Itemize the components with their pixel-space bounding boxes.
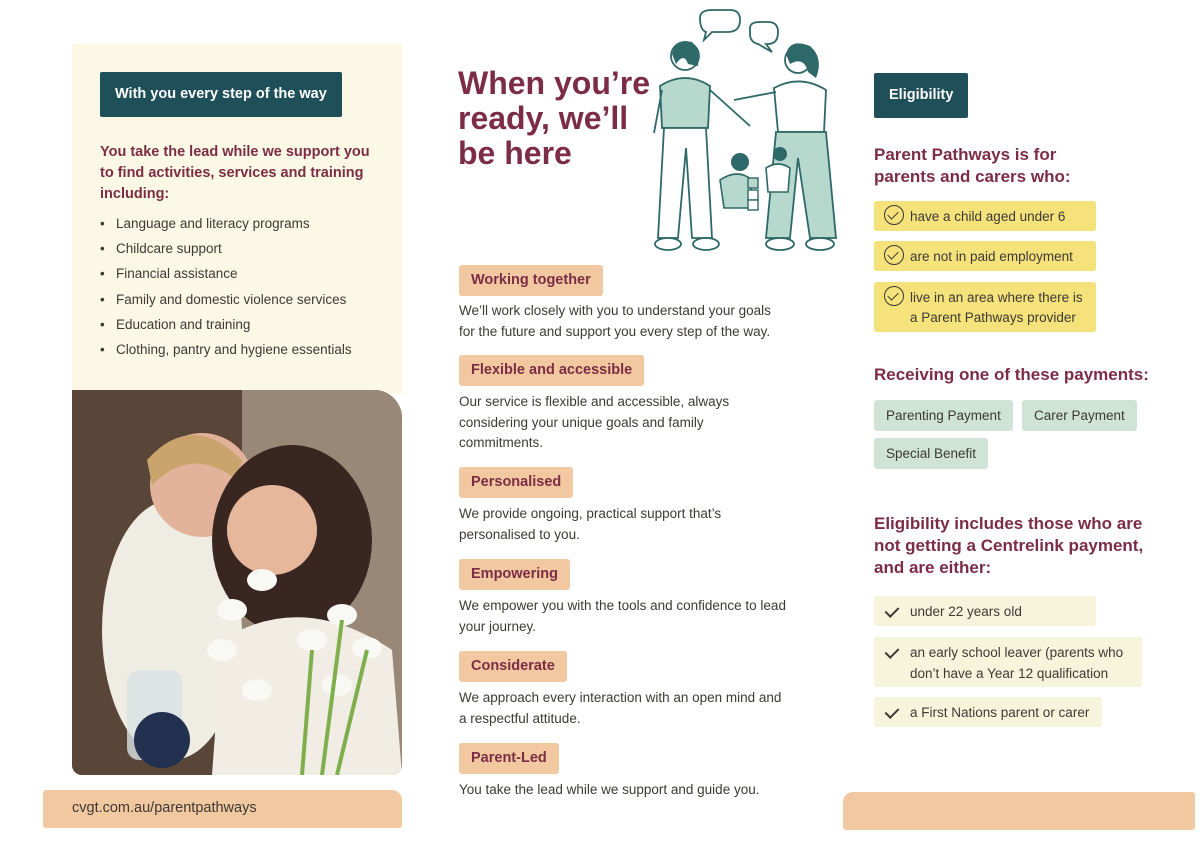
- payment-tag: Special Benefit: [874, 438, 988, 469]
- mother-daughter-photo: [72, 390, 402, 775]
- tag-empowering: Empowering: [459, 559, 570, 590]
- section-body: Our service is flexible and accessible, always considering your unique goals and family commitments.: [459, 394, 730, 450]
- website-link[interactable]: cvgt.com.au/parentpathways: [72, 800, 257, 816]
- check-icon: [885, 603, 900, 618]
- list-item: • Clothing, pantry and hygiene essentials: [100, 340, 352, 365]
- tag-personalised: Personalised: [459, 467, 573, 498]
- footer-bar: [843, 792, 1195, 830]
- criteria-item: live in an area where there is a Parent Pathways provider: [874, 282, 1096, 332]
- eligibility-heading: Parent Pathways is for parents and carers who:: [874, 145, 1071, 186]
- intro-text: You take the lead while we support you to find activities, services and training including:: [100, 144, 370, 202]
- either-item: a First Nations parent or carer: [874, 697, 1102, 727]
- tag-considerate: Considerate: [459, 651, 567, 682]
- section-body: We’ll work closely with you to understand your goals for the future and support you every step of the way.: [459, 303, 771, 339]
- either-item: under 22 years old: [874, 596, 1096, 626]
- section-body: We approach every interaction with an open mind and a respectful attitude.: [459, 690, 782, 726]
- either-item: an early school leaver (parents who don’t have a Year 12 qualification: [874, 637, 1142, 687]
- services-list: [100, 214, 352, 365]
- list-item: • Financial assistance: [100, 264, 352, 289]
- payment-tag: Carer Payment: [1022, 400, 1137, 431]
- check-icon: [885, 644, 900, 659]
- page-title: [458, 66, 658, 171]
- criteria-item: are not in paid employment: [874, 241, 1096, 271]
- section-body: We provide ongoing, practical support that’s personalised to you.: [459, 506, 722, 542]
- check-circle-icon: [884, 205, 904, 225]
- tag-parent-led: Parent-Led: [459, 743, 559, 774]
- title-line-2: ready,: [458, 100, 559, 136]
- parents-playing-illustration: [640, 8, 855, 263]
- list-item: • Family and domestic violence services: [100, 290, 352, 315]
- list-item: • Language and literacy programs: [100, 214, 352, 239]
- title-line-2-bold: we’ll: [558, 100, 629, 136]
- payments-heading: Receiving one of these payments:: [874, 365, 1149, 384]
- photo-illustration: [72, 390, 402, 775]
- list-item: • Childcare support: [100, 239, 352, 264]
- section-body: You take the lead while we support and guide you.: [459, 782, 760, 797]
- list-item: • Education and training: [100, 315, 352, 340]
- criteria-item: have a child aged under 6: [874, 201, 1096, 231]
- payment-tag: Parenting Payment: [874, 400, 1013, 431]
- section-body: We empower you with the tools and confidence to lead your journey.: [459, 598, 786, 634]
- title-line-1: When you’re: [458, 65, 651, 101]
- tag-flexible-accessible: Flexible and accessible: [459, 355, 644, 386]
- title-line-3-bold: be here: [458, 135, 572, 171]
- check-circle-icon: [884, 245, 904, 265]
- check-circle-icon: [884, 286, 904, 306]
- check-icon: [885, 704, 900, 719]
- tag-working-together: Working together: [459, 265, 603, 296]
- support-badge: With you every step of the way: [100, 72, 342, 117]
- eligibility-badge: Eligibility: [874, 73, 968, 118]
- eligibility-includes-heading: Eligibility includes those who are not getting a Centrelink payment, and are either:: [874, 514, 1144, 577]
